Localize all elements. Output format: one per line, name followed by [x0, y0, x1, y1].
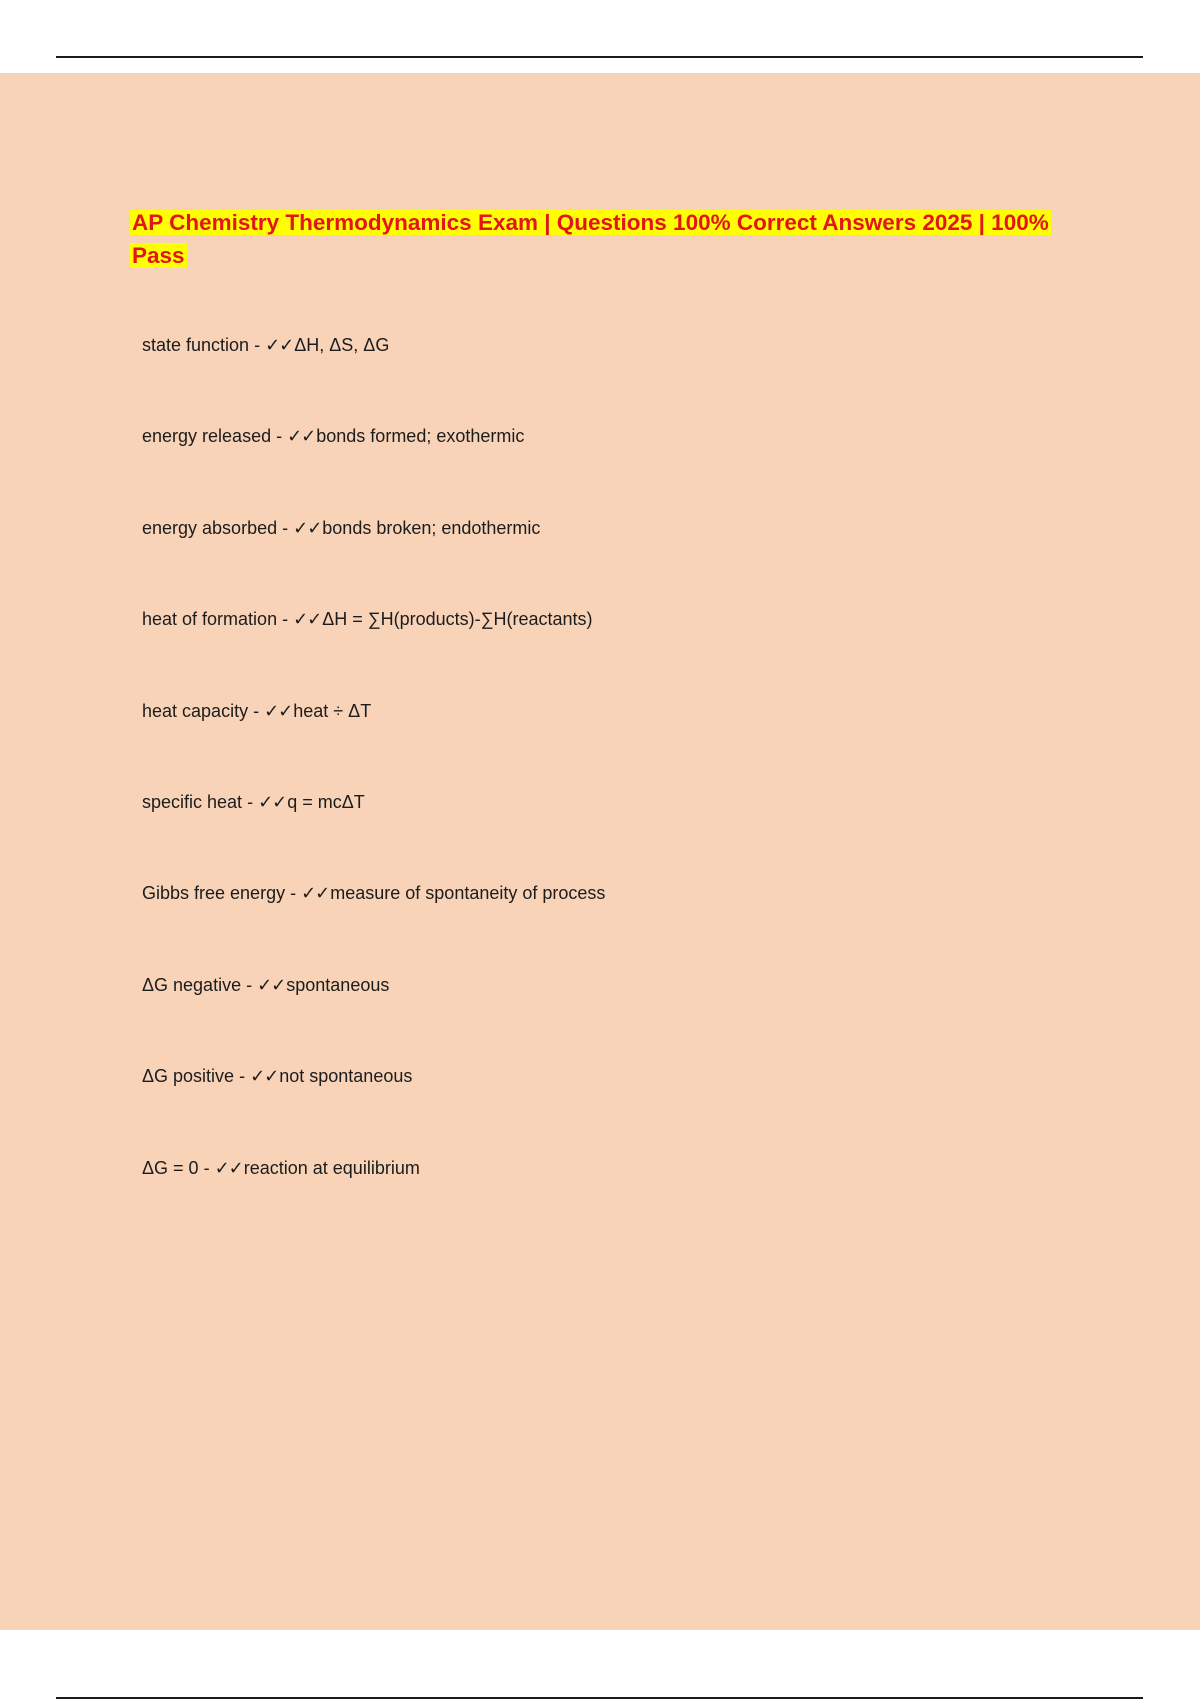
double-check-icon: ✓✓ — [293, 609, 322, 631]
qa-separator: - — [249, 335, 266, 355]
qa-answer: ΔH = ∑H(products)-∑H(reactants) — [322, 609, 593, 630]
double-check-icon: ✓✓ — [214, 1157, 243, 1179]
qa-answer: not spontaneous — [279, 1066, 413, 1087]
qa-answer: bonds broken; endothermic — [322, 517, 541, 538]
footer-rule — [56, 1697, 1143, 1699]
double-check-icon: ✓✓ — [250, 1066, 279, 1088]
header-rule — [56, 56, 1143, 58]
double-check-icon: ✓✓ — [264, 700, 293, 722]
qa-term: ΔG positive — [142, 1066, 235, 1087]
qa-separator: - — [277, 609, 294, 630]
double-check-icon: ✓✓ — [301, 883, 330, 905]
qa-separator: - — [277, 517, 294, 538]
qa-item — [142, 790, 605, 881]
qa-item — [142, 1156, 605, 1247]
double-check-icon: ✓✓ — [293, 517, 322, 539]
qa-term: state function — [142, 335, 250, 355]
double-check-icon: ✓✓ — [258, 791, 287, 813]
double-check-icon: ✓✓ — [287, 426, 316, 448]
qa-answer: reaction at equilibrium — [243, 1157, 420, 1178]
qa-term: heat capacity — [142, 700, 249, 721]
qa-separator: - — [242, 791, 259, 812]
document-title — [130, 206, 1050, 272]
qa-answer: spontaneous — [286, 974, 390, 995]
qa-item — [142, 333, 605, 424]
qa-separator: - — [285, 883, 302, 904]
qa-item — [142, 881, 605, 972]
qa-answer: ΔH, ΔS, ΔG — [294, 335, 390, 355]
qa-item — [142, 516, 605, 607]
document-title-text: AP Chemistry Thermodynamics Exam | Questions 100% Correct Answers 2025 | 100% Pass — [132, 210, 1049, 268]
qa-item — [142, 973, 605, 1064]
qa-term: ΔG negative — [142, 974, 242, 995]
qa-item — [142, 607, 605, 698]
double-check-icon: ✓✓ — [257, 974, 286, 996]
qa-term: energy released — [142, 426, 272, 447]
qa-separator: - — [234, 1066, 251, 1087]
qa-term: Gibbs free energy — [142, 883, 286, 904]
double-check-icon: ✓✓ — [265, 335, 294, 356]
qa-separator: - — [241, 974, 258, 995]
qa-term: heat of formation — [142, 609, 278, 630]
qa-answer: heat ÷ ΔT — [293, 700, 372, 721]
qa-term: ΔG = 0 — [142, 1157, 199, 1178]
qa-list — [142, 333, 605, 1247]
qa-item — [142, 699, 605, 790]
qa-term: specific heat — [142, 791, 243, 812]
qa-separator: - — [198, 1157, 215, 1178]
qa-term: energy absorbed — [142, 517, 278, 538]
qa-separator: - — [248, 700, 265, 721]
qa-answer: measure of spontaneity of process — [330, 883, 606, 904]
qa-item — [142, 1064, 605, 1155]
qa-separator: - — [271, 426, 288, 447]
qa-answer: q = mcΔT — [287, 791, 365, 812]
qa-item — [142, 424, 605, 515]
qa-answer: bonds formed; exothermic — [316, 426, 525, 447]
